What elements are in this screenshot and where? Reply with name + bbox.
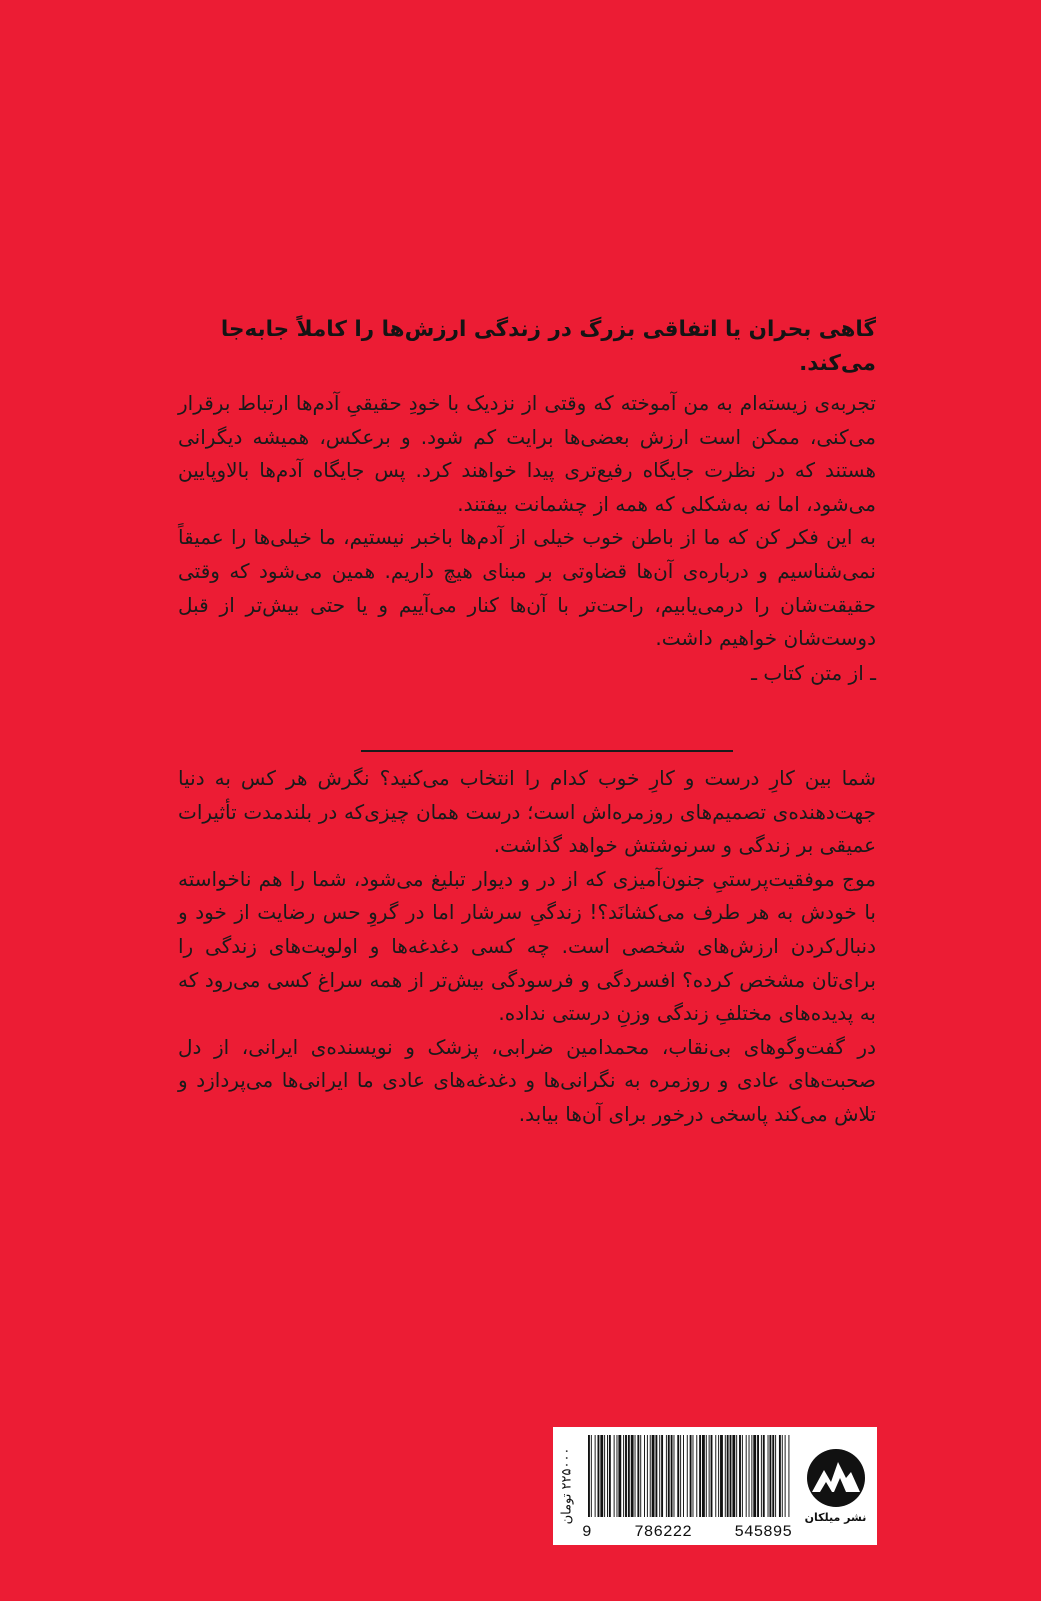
headline: گاهی بحران یا اتفاقی بزرگ در زندگی ارزش‌ها را کاملاً جابه‌جا می‌کند.: [220, 317, 876, 376]
description-paragraph-1: شما بین کارِ درست و کارِ خوب کدام را انتخاب می‌کنید؟ نگرش هر کس به دنیا جهت‌دهنده‌ی تصمیم‌های روزمره‌اش است؛ درست همان چیزی‌که در بلندمدت تأثیرات عمیقی بر زندگی و سرنوشتش خواهد گذاشت.: [178, 766, 876, 858]
isbn-barcode: [580, 1427, 794, 1545]
publisher-logo: [794, 1427, 877, 1545]
quote-paragraph-2: به این فکر کن که ما از باطن خوب خیلی از آدم‌ها باخبر نیستیم، ما خیلی‌ها را عمیقاً نمی‌شناسیم و درباره‌ی آن‌ها قضاوتی بر مبنای هیچ داریم. همین می‌شود که وقتی حقیقت‌شان را درمی‌یابیم، راحت‌تر با آن‌ها کنار می‌آییم و یا حتی بیش‌تر از قبل دوست‌شان خواهیم داشت.: [178, 525, 876, 651]
publisher-name: نشر میلکان: [804, 1511, 867, 1524]
quote-source: ـ از متن کتاب ـ: [751, 660, 876, 685]
divider: [361, 750, 733, 752]
description-paragraph-2: موج موفقیت‌پرستیِ جنون‌آمیزی که از در و دیوار تبلیغ می‌شود، شما را هم ناخواسته با خودش به هر طرف می‌کشانَد؟! زندگیِ سرشار اما در گروِ حس رضایت از خود و دنبال‌کردن ارزش‌های شخصی است. چه کسی دغدغه‌ها و اولویت‌های زندگی را برای‌تان مشخص کرده؟ افسردگی و فرسودگی بیش‌تر از همه سراغ کسی می‌رود که به پدیده‌های مختلفِ زندگی وزنِ درستی نداده.: [178, 866, 876, 1026]
isbn-digit-group-3: 545895: [734, 1523, 792, 1541]
isbn-digit-group-1: 9: [582, 1523, 592, 1541]
description-paragraph-3: در گفت‌وگوهای بی‌نقاب، محمدامین ضرابی، پزشک و نویسنده‌ی ایرانی، از دل صحبت‌های عادی و روزمره به نگرانی‌ها و دغدغه‌های عادی ما ایرانی‌ها می‌پردازد و تلاش می‌کند پاسخی درخور برای آن‌ها بیابد.: [178, 1034, 876, 1126]
quote-block: [178, 387, 876, 690]
quote-paragraph-1: تجربه‌ی زیسته‌ام به من آموخته که وقتی از نزدیک با خودِ حقیقیِ آدم‌ها ارتباط برقرار می‌کنی، ممکن است ارزش بعضی‌ها برایت کم شود. و برعکس، همیشه دیگرانی هستند که در نظرت جایگاه رفیع‌تری پیدا خواهند کرد. پس جایگاه آدم‌ها بالاوپایین می‌شود، اما نه به‌شکلی که همه از چشمانت بیفتند.: [178, 391, 876, 516]
barcode-bars-icon: [586, 1435, 791, 1517]
isbn-number: [582, 1523, 792, 1541]
price-barcode-sticker: [553, 1427, 877, 1545]
price-text: ۲۲۵۰۰۰ تومان: [559, 1447, 574, 1525]
isbn-digit-group-2: 786222: [634, 1523, 692, 1541]
price-label: [553, 1427, 580, 1545]
description-block: [178, 762, 876, 1132]
mountains-icon: [806, 1448, 866, 1508]
